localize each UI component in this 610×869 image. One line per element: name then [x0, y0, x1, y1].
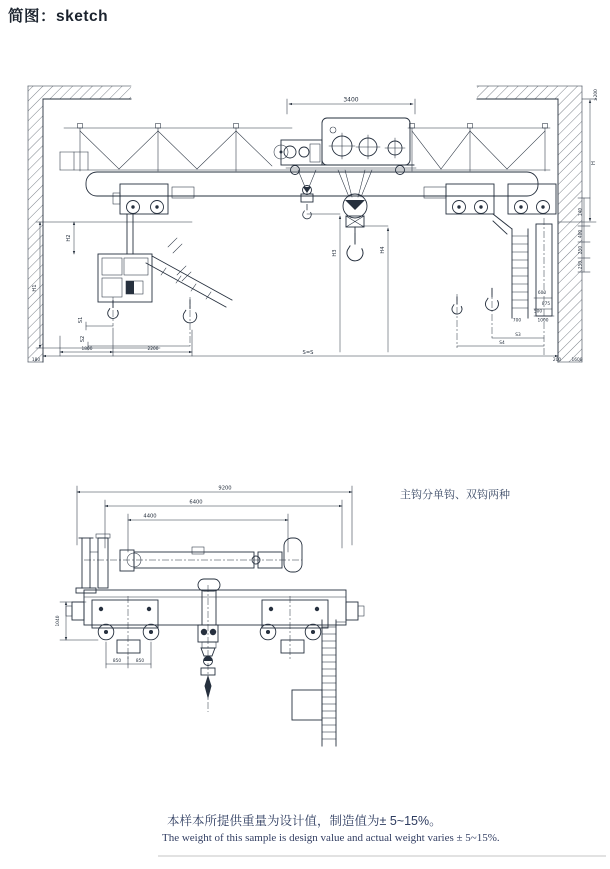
- dim-h2: H2: [66, 234, 72, 242]
- left-hook-positions: [60, 297, 197, 356]
- dim-height-right: H: [591, 161, 597, 165]
- side-top-dims: [77, 486, 352, 553]
- side-hook-assembly: [198, 585, 218, 712]
- left-platform-cabinet: [98, 214, 232, 307]
- dim-right-3: 250: [578, 245, 584, 255]
- note-main-hook: 主钩分单钩、双钩两种: [400, 489, 510, 501]
- dim-ladder-5: 700: [512, 318, 522, 324]
- dim-inner: 6400: [189, 499, 203, 506]
- dim-right-1: 140: [578, 207, 584, 217]
- trolley: [274, 118, 416, 175]
- dim-h1: H1: [32, 284, 38, 292]
- footer-note-en: The weight of this sample is design value and actual weight varies ± 5~15%.: [162, 832, 500, 844]
- dim-base-left: 180: [31, 357, 41, 363]
- dim-span: S=S: [302, 349, 314, 356]
- dim-trolley-width: 3400: [343, 96, 359, 104]
- dim-ladder-4: 1000: [537, 318, 549, 324]
- dim-hook-left-2: 2200: [147, 347, 159, 352]
- building-walls: [28, 86, 582, 362]
- page-title: 简图：sketch: [8, 8, 109, 25]
- side-view: [55, 486, 364, 747]
- dim-hook-left-1: 1800: [81, 347, 93, 352]
- bridge-girder: [60, 152, 556, 214]
- dim-h4: H4: [380, 246, 386, 254]
- auxiliary-hook: [298, 170, 316, 219]
- dim-ladder-2: 875: [541, 302, 551, 307]
- dim-wheelbase: 4400: [143, 513, 157, 520]
- side-trolley-machinery: [76, 534, 302, 593]
- footer-divider: [158, 855, 606, 857]
- dim-s3: S3: [515, 332, 521, 338]
- side-bridge-beam: [66, 579, 364, 625]
- hook-height-dims: [307, 214, 388, 352]
- dim-clearance-top-right: ≥200: [594, 89, 599, 101]
- dim-ladder-3: 500: [533, 309, 543, 315]
- dim-left-height: 1040: [56, 615, 61, 627]
- right-ladder-column: [493, 214, 554, 356]
- dim-right-2: 400: [578, 229, 584, 239]
- dim-s2: S2: [80, 335, 86, 343]
- dim-overall: 9200: [218, 485, 232, 492]
- side-lower-dims: [55, 602, 151, 668]
- left-height-dims: [32, 222, 192, 348]
- front-view: [28, 86, 599, 363]
- dim-s4: S4: [499, 340, 505, 346]
- bridge-truss: [64, 124, 550, 172]
- dim-bogie-2: 850: [135, 658, 145, 664]
- dim-base-right-1: 200: [552, 357, 562, 363]
- footer-note-cn: 本样本所提供重量为设计值，制造值为± 5~15%。: [167, 814, 442, 828]
- trolley-dim: [287, 97, 415, 115]
- side-bogies-wheels: [92, 596, 328, 660]
- side-ladder: [292, 620, 346, 746]
- dim-base-right-2: 1600: [571, 357, 583, 363]
- dim-right-4: 250: [578, 260, 584, 270]
- dim-ladder-1: 600: [537, 291, 547, 296]
- dim-bogie-1: 850: [112, 658, 122, 664]
- dim-s1: S1: [78, 316, 84, 324]
- main-hook: [338, 170, 372, 261]
- dim-h3: H3: [332, 249, 338, 257]
